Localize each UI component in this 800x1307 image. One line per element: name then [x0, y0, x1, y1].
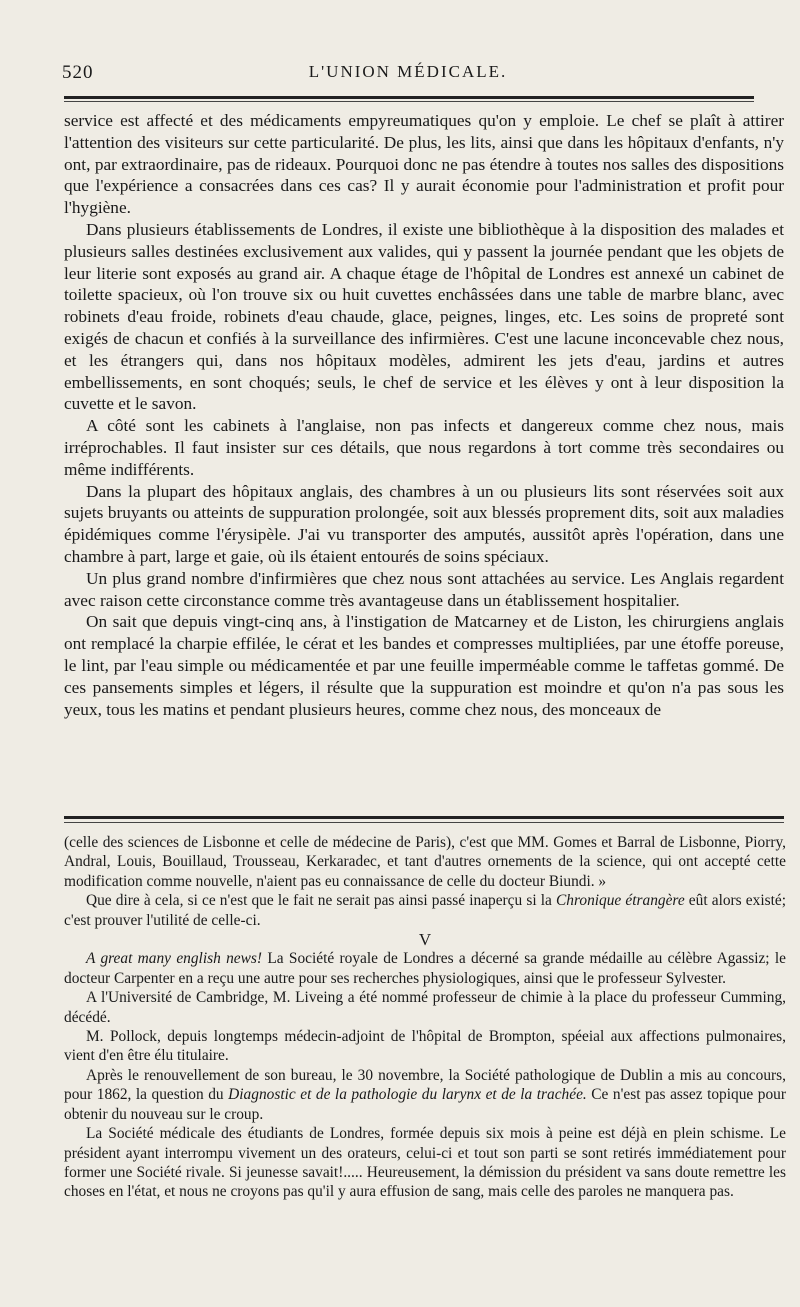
- paragraph: [64, 1066, 786, 1124]
- paragraph: service est affecté et des médicaments empyreumatiques qu'on y emploie. Le chef se plaît à attirer l'attention des visiteurs sur cette particularité. De plus, les lits, ainsi que dans les hôpitaux d'enfants, n'y ont, par extraordinaire, pas de rideaux. Pourquoi donc ne pas étendre à toutes nos salles des dispositions que l'expérience a consacrées dans ces cas? Il y aurait économie pour l'administration et profit pour l'hygiène.: [64, 111, 784, 218]
- paragraph: [64, 949, 786, 988]
- paragraph: On sait que depuis vingt-cinq ans, à l'instigation de Matcarney et de Liston, les chirurgiens anglais ont remplacé la charpie effilée, le cérat et les bandes et compresses multipliées, par une étoffe poreuse, le lint, par l'eau simple ou médicamentée et par une feuille imperméable comme le taffetas gommé. De ces pansements simples et légers, il résulte que la suppuration est moindre et qu'on n'a pas sous les yeux, tous les matins et pendant plusieurs heures, comme chez nous, des monceaux de: [64, 612, 784, 719]
- header-rule: [64, 96, 754, 99]
- section-separator: [64, 816, 784, 819]
- italic-title: Diagnostic et de la pathologie du larynx et de la trachée.: [228, 1086, 587, 1104]
- running-title: L'UNION MÉDICALE.: [308, 62, 508, 81]
- text-run: La Société royale de Londres a décerné sa grande médaille au célèbre Agassiz; le docteur Carpenter en a reçu une autre pour ses recherches physiologiques, ainsi que le professeur Sylvester.: [64, 950, 787, 987]
- page-number: 520: [62, 62, 94, 83]
- section-numeral: V: [418, 930, 432, 950]
- text-run: eût alors existé; c'est prouver l'utilité de celle-ci.: [64, 892, 786, 929]
- paragraph: A côté sont les cabinets à l'anglaise, non pas infects et dangereux comme chez nous, mais irréprochables. Il faut insister sur ces détails, que nous regardons à tort comme très secondaires ou même indifférents.: [64, 416, 784, 479]
- italic-title: Chronique étrangère: [556, 892, 685, 910]
- paragraph: [64, 891, 786, 930]
- page-header: [62, 62, 754, 90]
- text-run: Après le renouvellement de son bureau, le 30 novembre, la Société pathologique de Dublin a mis au concours, pour 1862, la question du: [64, 1066, 786, 1104]
- italic-lead: A great many english news!: [86, 950, 263, 968]
- paragraph: Dans la plupart des hôpitaux anglais, des chambres à un ou plusieurs lits sont réservées soit aux sujets bruyants ou atteints de suppuration prolongée, soit aux blessés proprement dits, soit aux maladies épidémiques comme l'érysipèle. J'ai vu transporter des amputés, aussitôt après l'opération, dans une chambre à part, large et gaie, où ils étaient entourés de soins spéciaux.: [64, 481, 784, 566]
- section-separator-thin: [64, 822, 784, 823]
- text-run: Que dire à cela, si ce n'est que le fait ne serait pas ainsi passé inaperçu si la: [86, 892, 556, 910]
- paragraph: Dans plusieurs établissements de Londres, il existe une bibliothèque à la disposition des malades et plusieurs salles destinées exclusivement aux valides, qui y passent la journée pendant que les objets de leur literie sont exposés au grand air. A chaque étage de l'hôpital de Londres est annexé un cabinet de toilette spacieux, où l'on trouve six ou huit cuvettes enchâssées dans une table de marbre blanc, avec robinets d'eau froide, robinets d'eau chaude, glace, peignes, linges, etc. Les soins de propreté sont exigés de chacun et confiés à la surveillance des infirmières. C'est une lacune inconcevable chez nous, et les étrangers qui, dans nos hôpitaux modèles, admirent les jets d'eau, jardins et autres embellissements, en sont choqués; seuls, le chef de service et les élèves y ont à leur disposition la cuvette et le savon.: [64, 219, 784, 414]
- paragraph: (celle des sciences de Lisbonne et celle de médecine de Paris), c'est que MM. Gomes et Barral de Lisbonne, Piorry, Andral, Louis, Bouillaud, Trousseau, Kerkaradec, et tant d'autres ornements de la science, qui ont accepté cette modification comme nouvelle, n'aient pas eu connaissance de celle du docteur Biundi. »: [64, 834, 786, 890]
- paragraph: A l'Université de Cambridge, M. Liveing a été nommé professeur de chimie à la place du professeur Cumming, décédé.: [64, 989, 786, 1026]
- main-text: [64, 110, 784, 720]
- paragraph: Un plus grand nombre d'infirmières que chez nous sont attachées au service. Les Anglais regardent avec raison cette circonstance comme très avantageuse dans un établissement hospitalier.: [64, 568, 784, 610]
- paragraph: La Société médicale des étudiants de Londres, formée depuis six mois à peine est déjà en plein schisme. Le président ayant interrompu vivement un des orateurs, celui-ci et tout son parti se sont retirés immédiatement pour former une Société rivale. Si jeunesse savait!..... Heureusement, la démission du président va sans doute remettre les choses en l'état, et nous ne croyons pas qu'il y aura effusion de sang, mais celle des paroles ne manquera pas.: [64, 1125, 786, 1201]
- paragraph: M. Pollock, depuis longtemps médecin-adjoint de l'hôpital de Brompton, spéeial aux affections pulmonaires, vient d'en être élu titulaire.: [64, 1028, 786, 1065]
- chronicle-text: [64, 833, 786, 1202]
- text-run: Ce n'est pas assez topique pour obtenir du nouveau sur le croup.: [64, 1086, 786, 1123]
- header-rule-thin: [64, 101, 754, 102]
